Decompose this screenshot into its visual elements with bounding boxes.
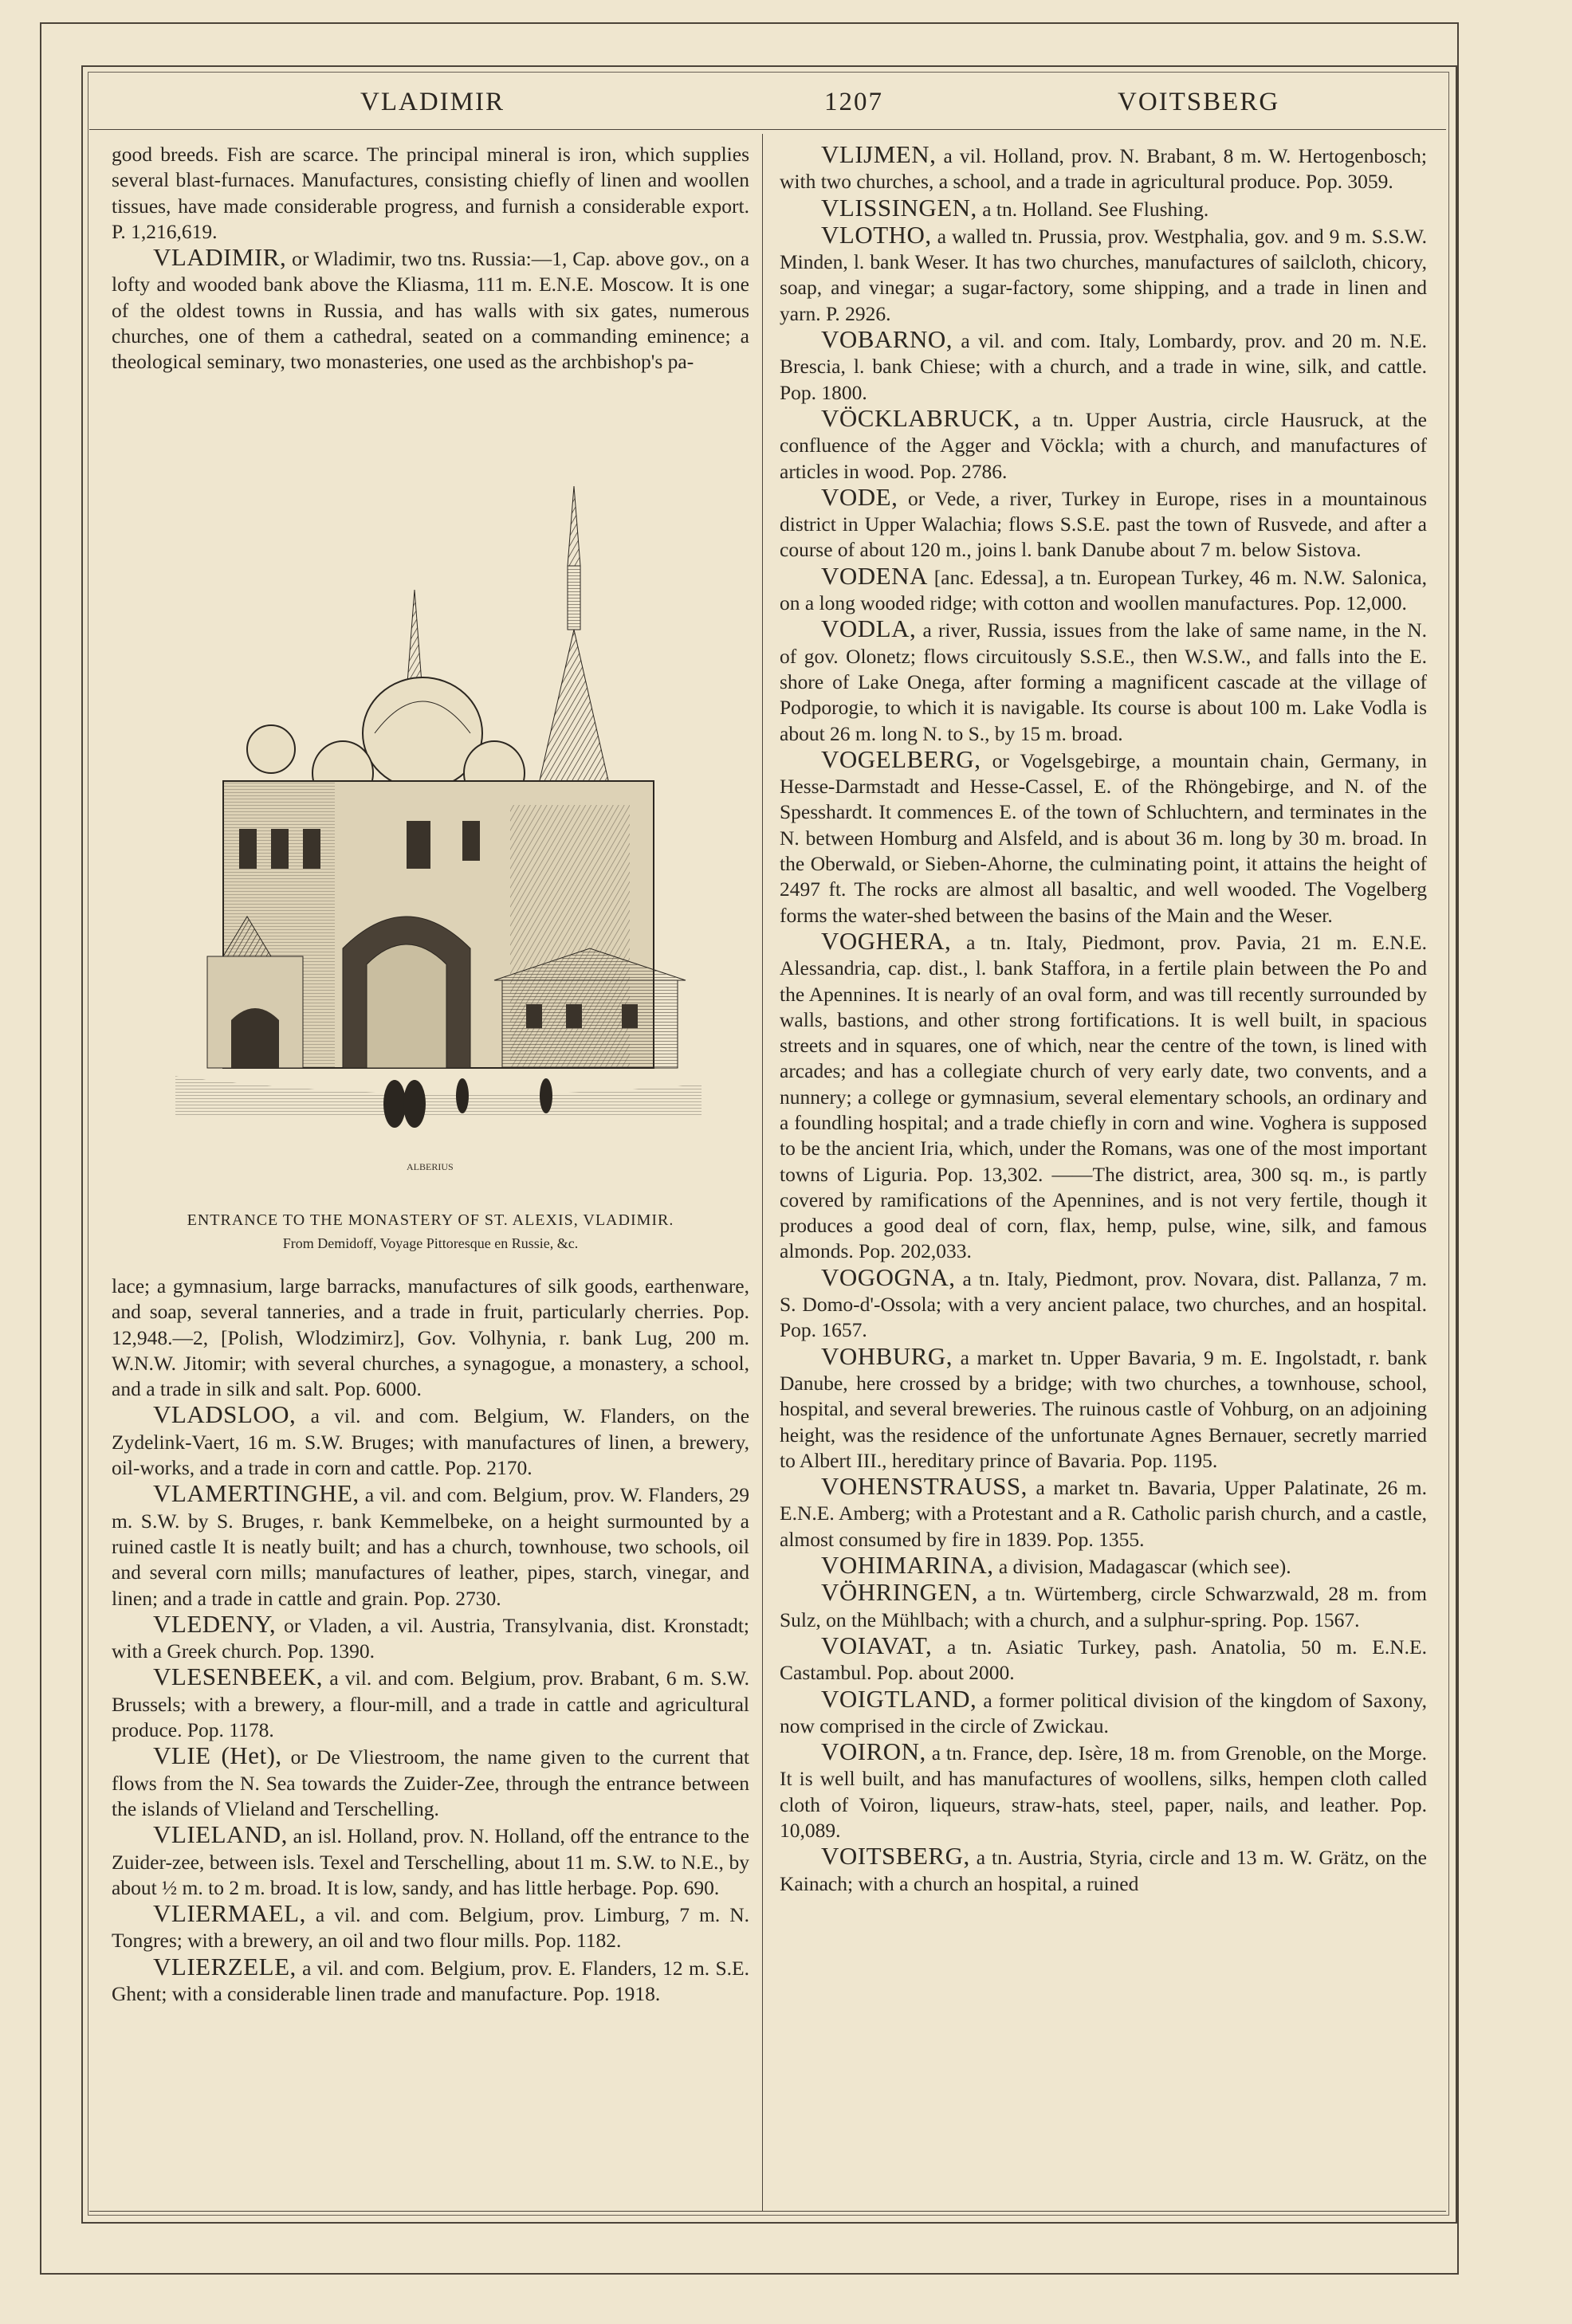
entry-text: a vil. and com. Italy, Lombardy, prov. and 20 m. N.E. Brescia, l. bank Chiese; with a church, and a trade in wine, silk, and cattle. Pop. 1800. bbox=[780, 329, 1427, 404]
entry-headword: VOGOGNA, bbox=[821, 1262, 956, 1291]
entry-text: an isl. Holland, prov. N. Holland, off the entrance to the Zuider-zee, between isls. Texel and Terschelling, about 11 m. S.W. to N.E., by about ½ m. to 2 m. broad. It is low, sandy, and has little herbage. Pop. 690. bbox=[112, 1824, 750, 1899]
entry-headword: VOHENSTRAUSS, bbox=[821, 1472, 1028, 1501]
running-head bbox=[89, 88, 1446, 129]
entry-text: a tn. Würtemberg, circle Schwarzwald, 28 m. from Sulz, on the Mühlbach; with a church, and a sulphur-spring. Pop. 1567. bbox=[780, 1582, 1428, 1631]
entry-text: a tn. Upper Austria, circle Hausruck, at the confluence of the Agger and Vöckla; with a church, and manufactures of articles in wood. Pop. 2786. bbox=[780, 407, 1427, 483]
entry-text: a vil. Holland, prov. N. Brabant, 8 m. W. Hertogenbosch; with two churches, a school, and a trade in agricultural produce. Pop. 3059. bbox=[780, 144, 1427, 194]
gazetteer-entry bbox=[780, 1633, 1427, 1686]
entry-headword: VOGHERA, bbox=[821, 926, 952, 955]
entry-headword: VLIELAND, bbox=[153, 1820, 288, 1849]
entry-text: a tn. Italy, Piedmont, prov. Novara, dist. Pallanza, 7 m. S. Domo-d'-Ossola; with a very ancient palace, two churches, and an hospital. Pop. 1657. bbox=[780, 1266, 1427, 1342]
gazetteer-entry bbox=[780, 1341, 1427, 1474]
gazetteer-entry bbox=[780, 222, 1427, 327]
entry-text: lace; a gymnasium, large barracks, manufactures of silk goods, earthenware, and soap, several tanneries, and a trade in fruit, particularly cherries. Pop. 12,948.—2, [Polish, Wlodzimirz], Gov. Volhynia, r. bank Lug, 200 m. W.N.W. Jitomir; with several churches, a synagogue, a monastery, a school, and a trade in silk and salt. Pop. 6000. bbox=[112, 1274, 749, 1401]
gazetteer-entry bbox=[112, 1664, 749, 1743]
entry-text: a market tn. Bavaria, Upper Palatinate, 26 m. E.N.E. Amberg; with a Protestant and a R. Catholic parish church, and a castle, almost consumed by fire in 1839. Pop. 1355. bbox=[780, 1476, 1428, 1551]
right-column bbox=[780, 142, 1427, 1897]
entry-text: [anc. Edessa], a tn. European Turkey, 46 m. N.W. Salonica, on a long wooded ridge; with cotton and woollen manufactures. Pop. 12,000. bbox=[780, 565, 1427, 615]
entry-headword: VODENA bbox=[821, 561, 928, 590]
gazetteer-entry bbox=[112, 1481, 749, 1611]
entry-headword: VLADIMIR, bbox=[153, 243, 287, 272]
gazetteer-entry bbox=[780, 1843, 1427, 1897]
figure-caption: ENTRANCE TO THE MONASTERY OF ST. ALEXIS, VLADIMIR. bbox=[187, 1211, 674, 1229]
gazetteer-entry bbox=[112, 142, 749, 245]
entry-text: a division, Madagascar (which see). bbox=[998, 1555, 1291, 1579]
entry-headword: VOGELBERG, bbox=[821, 744, 981, 773]
gazetteer-entry bbox=[780, 403, 1427, 485]
gazetteer-entry bbox=[780, 142, 1427, 195]
gazetteer-entry bbox=[780, 928, 1427, 1265]
gazetteer-entry bbox=[780, 327, 1427, 406]
entry-text: a vil. and com. Belgium, prov. Limburg, 7 m. N. Tongres; with a brewery, an oil and two flour mills. Pop. 1182. bbox=[112, 1903, 750, 1953]
gazetteer-entry bbox=[112, 1954, 749, 2008]
entry-headword: VOHIMARINA, bbox=[821, 1551, 994, 1580]
entry-text: a tn. France, dep. Isère, 18 m. from Grenoble, on the Morge. It is well built, and has manufactures of woollens, silks, hempen cloth called cloth of Voiron, liqueurs, straw-hats, steel, paper, nails, and leather. Pop. 10,089. bbox=[780, 1741, 1428, 1842]
entry-text: a former political division of the kingdom of Saxony, now comprised in the circle of Zwickau. bbox=[780, 1688, 1427, 1737]
entry-text: or Vogelsgebirge, a mountain chain, Germany, in Hesse-Darmstadt and Hesse-Cassel, E. of the Rhöngebirge, and N. of the Spesshardt. It commences E. of the town of Schluchtern, and terminates in the N. between Homburg and Alsfeld, and is about 36 m. long by 30 m. broad. In the Oberwald, or Sieben-Ahorne, the culminating point, it attains the height of 2497 ft. The rocks are almost all basaltic, and well wooded. The Vogelberg forms the water-shed between the basins of the Main and the Weser. bbox=[780, 748, 1428, 927]
entry-headword: VLISSINGEN, bbox=[821, 193, 977, 222]
entry-text: or Vladen, a vil. Austria, Transylvania, dist. Kronstadt; with a Greek church. Pop. 1390. bbox=[112, 1613, 750, 1663]
entry-headword: VLIERMAEL, bbox=[153, 1899, 306, 1928]
entry-headword: VOITSBERG, bbox=[821, 1842, 970, 1871]
entry-headword: VOBARNO, bbox=[821, 325, 953, 354]
entry-text: a market tn. Upper Bavaria, 9 m. E. Ingolstadt, r. bank Danube, here crossed by a bridge; with two churches, a townhouse, school, hospital, and several breweries. The ruinous castle of Vohburg, on an adjoining height, was the residence of the unfortunate Agnes Bernauer, secretly married to Albert III., hereditary prince of Bavaria. Pop. 1195. bbox=[780, 1345, 1427, 1472]
running-head-left: VLADIMIR bbox=[360, 88, 505, 116]
running-head-right: VOITSBERG bbox=[1118, 88, 1280, 116]
entry-text: or De Vliestroom, the name given to the current that flows from the N. Sea towards the Zuider-Zee, through the entrance between the islands of Vlieland and Terschelling. bbox=[112, 1745, 749, 1820]
gazetteer-entry bbox=[780, 1686, 1427, 1740]
entry-headword: VÖHRINGEN, bbox=[821, 1578, 979, 1607]
gazetteer-entry bbox=[780, 1580, 1427, 1633]
gazetteer-entry bbox=[112, 1743, 749, 1822]
gazetteer-entry bbox=[780, 1739, 1427, 1843]
entry-text: a tn. Austria, Styria, circle and 13 m. W. Grätz, on the Kainach; with a church an hospital, a ruined bbox=[780, 1846, 1427, 1895]
entry-text: good breeds. Fish are scarce. The principal mineral is iron, which supplies several blast-furnaces. Manufactures, consisting chiefly of linen and woollen tissues, have made considerable progress, and furnish a considerable export. P. 1,216,619. bbox=[112, 143, 749, 243]
entry-text: a vil. and com. Belgium, W. Flanders, on the Zydelink-Vaert, 16 m. S.W. Bruges; with manufactures of linen, a brewery, oil-works, and a trade in corn and cattle. Pop. 2170. bbox=[112, 1404, 750, 1480]
gazetteer-entry bbox=[112, 1274, 749, 1402]
entry-headword: VLADSLOO, bbox=[153, 1400, 297, 1429]
entry-headword: VODLA, bbox=[821, 614, 917, 643]
entry-text: a vil. and com. Belgium, prov. Brabant, 6 m. S.W. Brussels; with a brewery, a flour-mill, and a trade in cattle and agricultural produce. Pop. 1178. bbox=[112, 1666, 750, 1742]
entry-headword: VODE, bbox=[821, 482, 898, 511]
entry-text: a tn. Holland. See Flushing. bbox=[982, 197, 1209, 221]
entry-headword: VLIE (Het), bbox=[153, 1741, 282, 1770]
header-rule bbox=[89, 129, 1446, 130]
entry-headword: VLOTHO, bbox=[821, 220, 932, 249]
entry-headword: VLEDENY, bbox=[153, 1609, 277, 1638]
engraver-signature: ALBERIUS bbox=[407, 1161, 454, 1172]
gazetteer-entry bbox=[780, 616, 1427, 746]
entry-headword: VOIGTLAND, bbox=[821, 1684, 977, 1713]
gazetteer-entry bbox=[112, 1901, 749, 1954]
entry-text: a tn. Italy, Piedmont, prov. Pavia, 21 m. E.N.E. Alessandria, cap. dist., l. bank Staffora, in a fertile plain between the Po and the Apennines. It is nearly of an oval form, and was till recently surrounded by walls, bastions, and other strong fortifications. It is well built, in spacious streets and in squares, one of which, near the centre of the town, is lined with arcades; and has a collegiate church of very early date, two convents, and a nunnery; a college or gymnasium, several elementary schools, an ordinary and a foundling hospital; and a trade chiefly in corn and wine. Voghera is supposed to be the ancient Iria, which, under the Romans, was one of the most important towns of Liguria. Pop. 13,302. ——The district, area, 300 sq. m., is partly covered by ramifications of the Apennines, and is not very fertile, though it produces a good deal of corn, flax, hemp, pulse, wine, silk, and famous almonds. Pop. 202,033. bbox=[780, 930, 1428, 1263]
entry-headword: VOIRON, bbox=[821, 1737, 926, 1766]
gazetteer-entry bbox=[780, 1262, 1427, 1344]
entry-headword: VÖCKLABRUCK, bbox=[821, 403, 1020, 432]
gazetteer-entry bbox=[780, 1553, 1427, 1580]
column-rule bbox=[762, 134, 763, 2211]
monastery-engraving bbox=[143, 470, 717, 1203]
left-column-top bbox=[112, 142, 749, 375]
entry-headword: VLAMERTINGHE, bbox=[153, 1479, 360, 1508]
gazetteer-entry bbox=[780, 744, 1428, 928]
gazetteer-entry bbox=[780, 563, 1427, 617]
entry-headword: VLIJMEN, bbox=[821, 140, 937, 168]
left-column-bottom bbox=[112, 1274, 749, 2007]
footer-rule bbox=[89, 2211, 1446, 2212]
entry-text: a tn. Asiatic Turkey, pash. Anatolia, 50 m. E.N.E. Castambul. Pop. about 2000. bbox=[780, 1635, 1427, 1685]
figure-credit: From Demidoff, Voyage Pittoresque en Russie, &c. bbox=[282, 1235, 579, 1251]
gazetteer-entry bbox=[780, 1474, 1427, 1553]
entry-headword: VOIAVAT, bbox=[821, 1631, 933, 1659]
gazetteer-entry bbox=[112, 245, 749, 375]
entry-text: a river, Russia, issues from the lake of same name, in the N. of gov. Olonetz; flows circuitously S.S.E., then W.S.W., and falls into the E. shore of Lake Onega, after forming a magnificent cascade at the village of Podporogie, to which it is navigable. Its course is about 100 m. Lake Vodla is about 26 m. long N. to S., by 15 m. broad. bbox=[780, 618, 1427, 745]
entry-text: a vil. and com. Belgium, prov. E. Flanders, 12 m. S.E. Ghent; with a considerable linen trade and manufacture. Pop. 1918. bbox=[112, 1956, 749, 2006]
entry-text: a walled tn. Prussia, prov. Westphalia, gov. and 9 m. S.S.W. Minden, l. bank Weser. It has two churches, manufactures of sailcloth, chicory, soap, and vinegar; a sugar-factory, some shipping, and a trade in linen and yarn. P. 2926. bbox=[780, 224, 1428, 325]
entry-text: a vil. and com. Belgium, prov. W. Flanders, 29 m. S.W. by S. Bruges, r. bank Kemmelbeke, on a height surmounted by a ruined castle It is neatly built; and has a church, townhouse, two schools, oil and several corn mills; manufactures of leather, pipes, starch, vinegar, and linen; and a trade in cattle and grain. Pop. 2730. bbox=[112, 1483, 749, 1610]
entry-headword: VLIERZELE, bbox=[153, 1952, 297, 1981]
page-number: 1207 bbox=[824, 88, 883, 116]
entry-text: or Wladimir, two tns. Russia:—1, Cap. above gov., on a lofty and wooded bank above the Kliasma, 111 m. E.N.E. Moscow. It is one of the oldest towns in Russia, and has walls with six gates, numerous churches, one of them a cathedral, seated on a commanding eminence; a theological seminary, two monasteries, one used as the archbishop's pa- bbox=[112, 247, 750, 374]
gazetteer-entry bbox=[780, 482, 1427, 563]
gazetteer-entry bbox=[112, 1611, 749, 1665]
gazetteer-entry bbox=[780, 195, 1427, 222]
entry-headword: VLESENBEEK, bbox=[153, 1663, 324, 1691]
entry-headword: VOHBURG, bbox=[821, 1341, 953, 1370]
gazetteer-entry bbox=[112, 1822, 749, 1901]
entry-text: or Vede, a river, Turkey in Europe, rises in a mountainous district in Upper Walachia; flows S.S.E. past the town of Rusvede, and after a course of about 120 m., joins l. bank Danube about 7 m. below Sistova. bbox=[780, 486, 1427, 562]
gazetteer-entry bbox=[112, 1402, 749, 1481]
